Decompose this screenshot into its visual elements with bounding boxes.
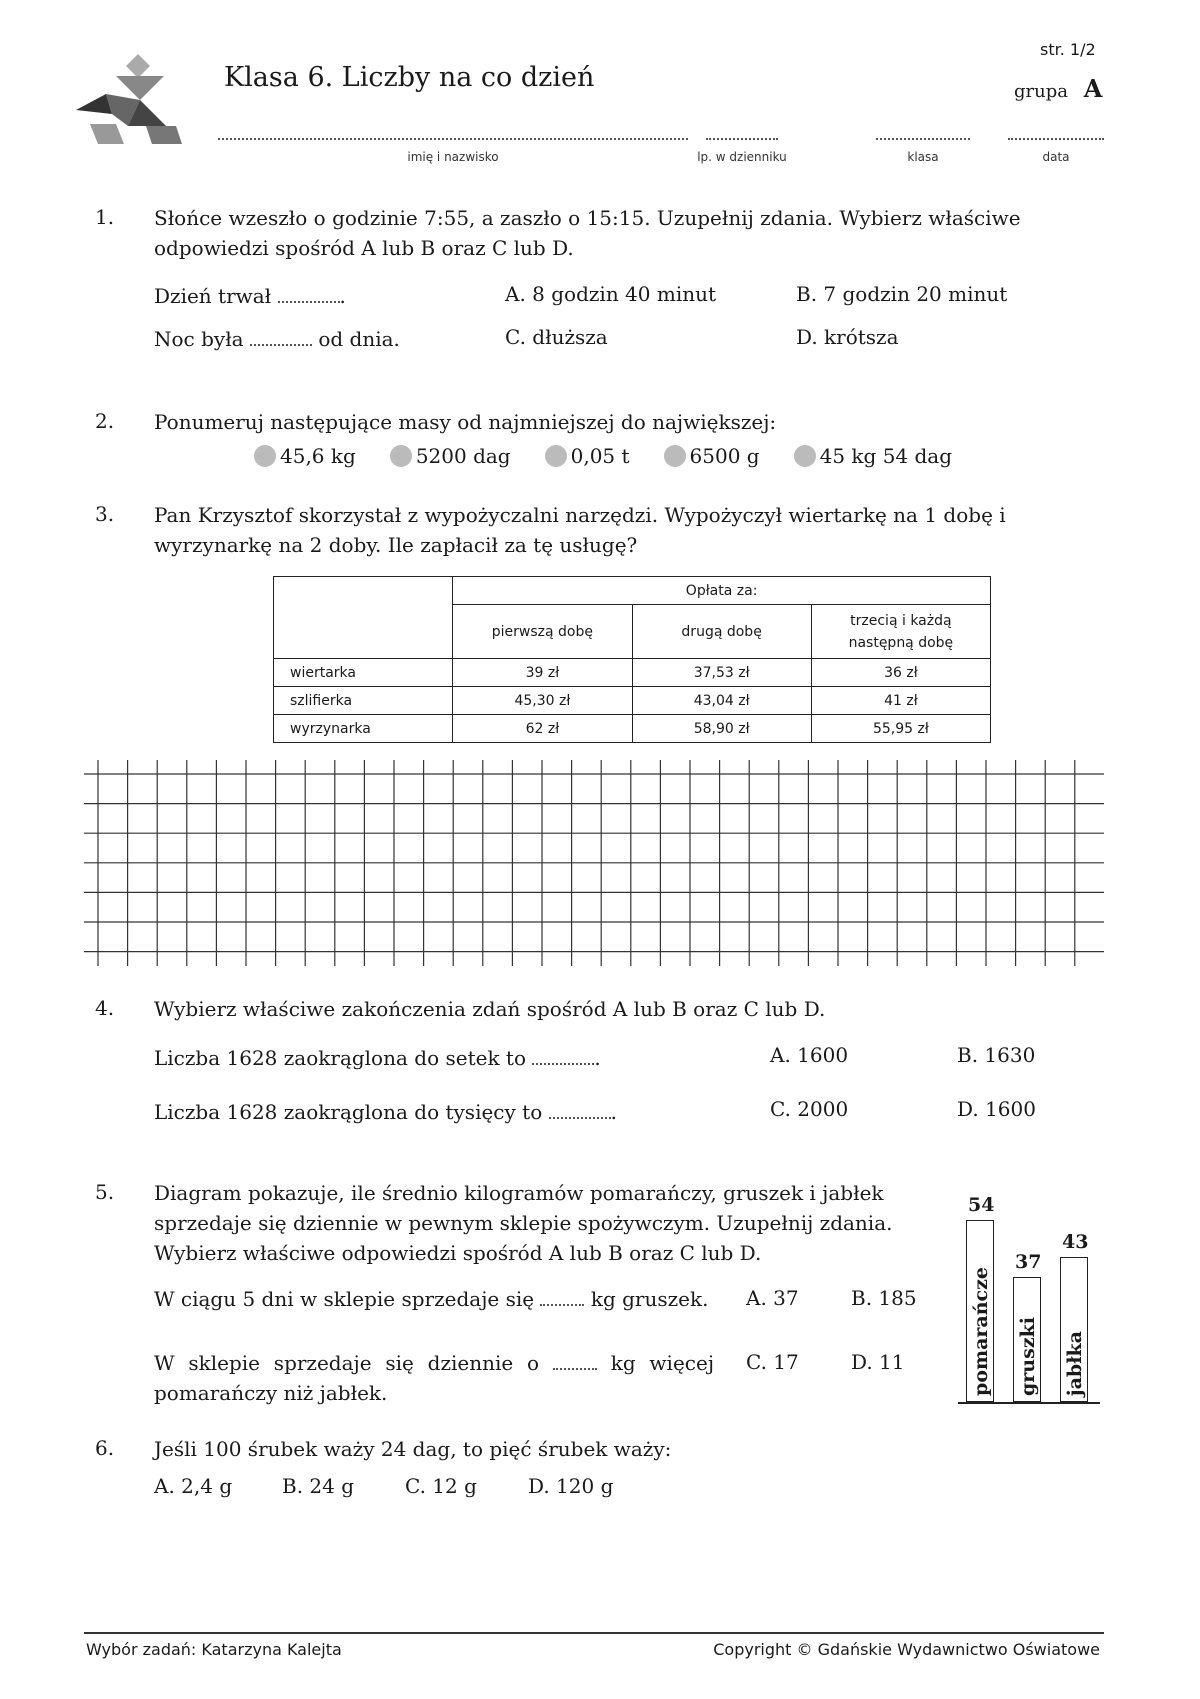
table-row <box>274 687 991 715</box>
q4-text: Wybierz właściwe zakończenia zdań spośród A lub B oraz C lub D. <box>154 997 826 1021</box>
q5-option-a[interactable]: A. 37 <box>746 1286 799 1310</box>
publisher-logo <box>76 54 182 146</box>
name-field-label: imię i nazwisko <box>407 150 499 164</box>
mass-item <box>254 444 356 468</box>
q1-s2-end: od dnia. <box>318 327 400 351</box>
ordering-circle[interactable] <box>545 445 567 467</box>
mass-value: 5200 dag <box>415 444 511 468</box>
price-cell: 41 zł <box>811 687 990 715</box>
col3-line2: następną dobę <box>848 634 954 651</box>
col3-line1: trzecią i każdą <box>850 612 952 629</box>
q4-s1-text: Liczba 1628 zaokrąglona do setek to <box>154 1046 526 1070</box>
q4-option-d[interactable]: D. 1600 <box>957 1097 1036 1121</box>
price-cell: 55,95 zł <box>811 715 990 743</box>
working-grid[interactable] <box>84 760 1104 966</box>
price-cell: 39 zł <box>453 659 632 687</box>
q4-s1-period: . <box>594 1046 601 1070</box>
date-label: data <box>1042 150 1070 164</box>
q6-option-b[interactable]: B. 24 g <box>282 1474 355 1498</box>
q1-sentence1 <box>154 281 346 311</box>
q1-number: 1. <box>95 205 115 229</box>
q1-s2-start: Noc była <box>154 327 244 351</box>
q3-text: Pan Krzysztof skorzystał z wypożyczalni narzędzi. Wypożyczył wiertarkę na 1 dobę i wyrzynarkę na 2 doby. Ile zapłacił za tę usługę? <box>154 503 1006 557</box>
mass-value: 45,6 kg <box>280 444 356 468</box>
page-number: str. 1/2 <box>1040 40 1096 59</box>
ordering-circle[interactable] <box>794 445 816 467</box>
tool-name: szlifierka <box>274 687 453 715</box>
q4-number: 4. <box>95 996 115 1020</box>
q5-number: 5. <box>95 1180 115 1204</box>
bar-category-label: pomarańcze <box>970 1267 992 1396</box>
table-corner <box>274 577 453 659</box>
q1-s1-start: Dzień trwał <box>154 284 272 308</box>
date-field[interactable] <box>1008 137 1104 140</box>
q4-blank2[interactable] <box>549 1101 611 1119</box>
q1-text: Słońce wzeszło o godzinie 7:55, a zaszło o 15:15. Uzupełnij zdania. Wybierz właściwe odpowiedzi spośród A lub B oraz C lub D. <box>154 206 1021 260</box>
q5-s1-start: W ciągu 5 dni w sklepie sprzedaje się <box>154 1287 535 1311</box>
q2-number: 2. <box>95 409 115 433</box>
ordering-circle[interactable] <box>390 445 412 467</box>
q2-text: Ponumeruj następujące masy od najmniejszej do największej: <box>154 410 777 434</box>
q2-mass-list <box>254 444 986 468</box>
q1-blank1[interactable] <box>278 285 340 303</box>
mass-item <box>390 444 511 468</box>
q5-option-b[interactable]: B. 185 <box>851 1286 917 1310</box>
group-label-text: grupa <box>1014 81 1068 102</box>
q4-s2-period: . <box>610 1100 617 1124</box>
table-row <box>274 715 991 743</box>
q1-sentence2 <box>154 324 400 354</box>
table-row <box>274 659 991 687</box>
mass-value: 45 kg 54 dag <box>819 444 953 468</box>
mass-item <box>545 444 630 468</box>
q5-blank2[interactable] <box>553 1352 597 1370</box>
footer-divider <box>84 1632 1104 1634</box>
q5-sentence2 <box>154 1348 714 1408</box>
price-cell: 62 zł <box>453 715 632 743</box>
footer-author: Wybór zadań: Katarzyna Kalejta <box>86 1640 342 1659</box>
q6-option-c[interactable]: C. 12 g <box>405 1474 477 1498</box>
q1-option-d[interactable]: D. krótsza <box>796 325 899 349</box>
bar-value-label: 37 <box>1015 1251 1042 1274</box>
q4-option-b[interactable]: B. 1630 <box>957 1043 1036 1067</box>
q4-option-a[interactable]: A. 1600 <box>770 1043 849 1067</box>
class-label: klasa <box>907 150 939 164</box>
table-col-header <box>811 605 990 659</box>
price-cell: 36 zł <box>811 659 990 687</box>
q5-blank1[interactable] <box>540 1288 584 1306</box>
table-group-header: Opłata za: <box>453 577 991 605</box>
q6-text: Jeśli 100 śrubek waży 24 dag, to pięć śrubek waży: <box>154 1437 672 1461</box>
table-col-header: pierwszą dobę <box>453 605 632 659</box>
price-cell: 58,90 zł <box>632 715 811 743</box>
q4-blank1[interactable] <box>532 1047 594 1065</box>
register-number-field[interactable] <box>706 137 778 140</box>
bar-category-label: jabłka <box>1064 1330 1086 1396</box>
mass-item <box>664 444 760 468</box>
q5-text: Diagram pokazuje, ile średnio kilogramów pomarańczy, gruszek i jabłek sprzedaje się dziennie w pewnym sklepie spożywczym. Uzupełnij zdania. Wybierz właściwe odpowiedzi spośród A lub B oraz C lub D. <box>154 1181 893 1265</box>
class-field[interactable] <box>876 137 970 140</box>
price-cell: 37,53 zł <box>632 659 811 687</box>
q1-blank2[interactable] <box>250 328 312 346</box>
q4-sentence2 <box>154 1097 617 1127</box>
q6-option-d[interactable]: D. 120 g <box>528 1474 614 1498</box>
q1-option-c[interactable]: C. dłuższa <box>505 325 608 349</box>
chart-baseline <box>958 1402 1100 1404</box>
register-number-label: lp. w dzienniku <box>697 150 787 164</box>
q6-option-a[interactable]: A. 2,4 g <box>154 1474 233 1498</box>
q5-option-d[interactable]: D. 11 <box>851 1350 905 1374</box>
price-table <box>273 576 991 743</box>
ordering-circle[interactable] <box>664 445 686 467</box>
q5-sentence1 <box>154 1284 714 1314</box>
bar-value-label: 54 <box>968 1194 995 1216</box>
footer-copyright: Copyright © Gdańskie Wydawnictwo Oświatowe <box>713 1640 1100 1659</box>
bar-value-label: 43 <box>1062 1231 1089 1254</box>
price-cell: 45,30 zł <box>453 687 632 715</box>
q4-s2-text: Liczba 1628 zaokrąglona do tysięcy to <box>154 1100 543 1124</box>
mass-item <box>794 444 952 468</box>
sales-bar-chart <box>958 1190 1100 1404</box>
q5-s2-start: W sklepie sprzedaje się dziennie o <box>154 1351 540 1375</box>
bar-category-label: gruszki <box>1017 1317 1039 1396</box>
q4-sentence1 <box>154 1043 601 1073</box>
name-field[interactable] <box>218 137 688 140</box>
tool-name: wiertarka <box>274 659 453 687</box>
ordering-circle[interactable] <box>254 445 276 467</box>
price-cell: 43,04 zł <box>632 687 811 715</box>
q1-option-b[interactable]: B. 7 godzin 20 minut <box>796 282 1008 306</box>
q5-s1-end: kg gruszek. <box>590 1287 709 1311</box>
tool-name: wyrzynarka <box>274 715 453 743</box>
group-label <box>1014 74 1102 103</box>
worksheet-title: Klasa 6. Liczby na co dzień <box>224 62 595 93</box>
mass-value: 6500 g <box>689 444 760 468</box>
q1-option-a[interactable]: A. 8 godzin 40 minut <box>505 282 717 306</box>
mass-value: 0,05 t <box>570 444 630 468</box>
q3-number: 3. <box>95 502 115 526</box>
table-col-header: drugą dobę <box>632 605 811 659</box>
q4-option-c[interactable]: C. 2000 <box>770 1097 849 1121</box>
q5-s2-end: kg więcej pomarańczy niż jabłek. <box>154 1351 715 1405</box>
q5-option-c[interactable]: C. 17 <box>746 1350 799 1374</box>
q1-s1-end: . <box>339 284 346 308</box>
group-letter: A <box>1083 74 1103 103</box>
q6-number: 6. <box>95 1436 115 1460</box>
